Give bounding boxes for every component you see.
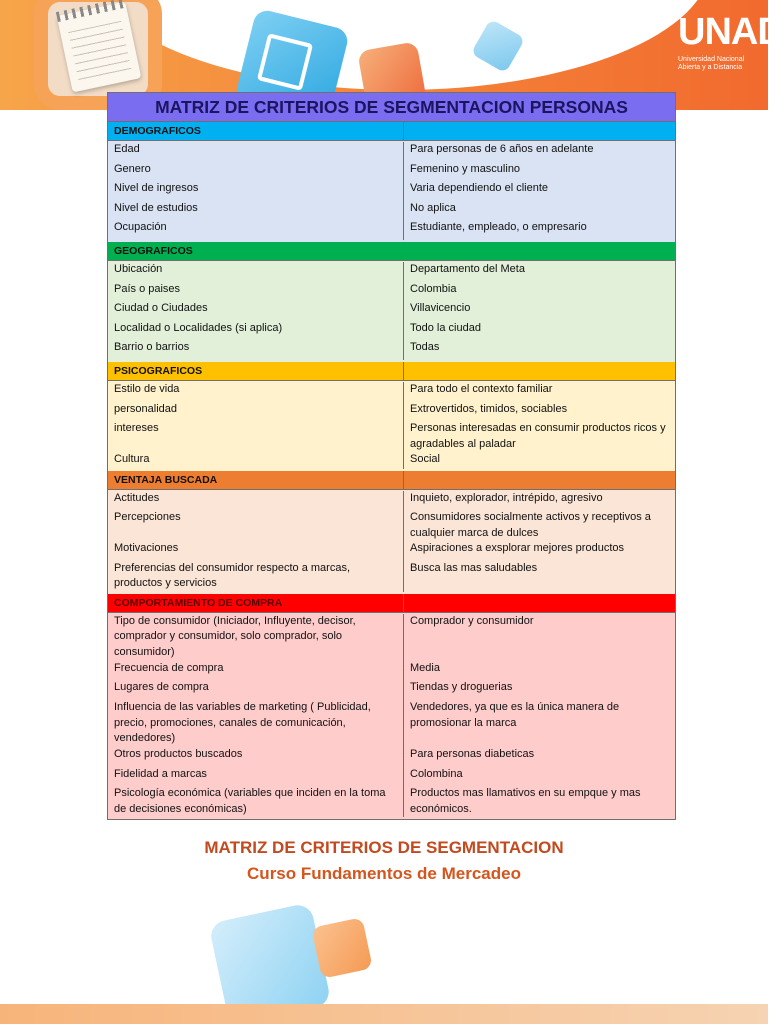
row-label: Psicología económica (variables que inciden en la toma de decisiones económicas) xyxy=(108,786,404,817)
table-row xyxy=(108,142,675,162)
row-label: Nivel de ingresos xyxy=(108,181,404,201)
row-value: Para personas de 6 años en adelante xyxy=(410,143,594,155)
row-value: Femenino y masculino xyxy=(410,162,521,175)
section-geograficos xyxy=(108,242,675,362)
section-header-label: COMPORTAMIENTO DE COMPRA xyxy=(108,594,404,612)
row-value: Para todo el contexto familiar xyxy=(410,382,553,395)
section-header xyxy=(108,594,675,613)
logo-line-1: Universidad Nacional xyxy=(678,56,745,63)
row-value: No aplica xyxy=(410,201,456,214)
unad-logo xyxy=(672,10,784,80)
row-value: Comprador y consumidor xyxy=(410,614,534,627)
row-value: Consumidores socialmente activos y receptivos a cualquier marca de dulces xyxy=(410,511,651,539)
row-value: Aspiraciones a exsplorar mejores productos xyxy=(410,542,624,555)
table-row xyxy=(108,541,675,561)
table-row xyxy=(108,301,675,321)
table-row xyxy=(108,661,675,681)
table-row xyxy=(108,747,675,767)
row-label: personalidad xyxy=(108,402,404,422)
row-label: Cultura xyxy=(108,452,404,469)
row-label: Nivel de estudios xyxy=(108,201,404,221)
row-value: Media xyxy=(410,661,440,674)
section-body xyxy=(108,381,675,471)
row-value: Tiendas y droguerias xyxy=(410,681,513,694)
table-row xyxy=(108,421,675,452)
row-value: Villavicencio xyxy=(410,302,471,315)
section-body xyxy=(108,141,675,242)
row-value: Productos mas llamativos en su empque y mas económicos. xyxy=(410,787,641,815)
row-value: Varia dependiendo el cliente xyxy=(410,182,549,195)
table-row xyxy=(108,220,675,240)
row-label: Ocupación xyxy=(108,220,404,240)
row-label: Tipo de consumidor (Iniciador, Influyente, decisor, comprador y consumidor, solo comprador, solo consumidor) xyxy=(108,614,404,661)
row-label: Ubicación xyxy=(108,262,404,282)
table-row xyxy=(108,262,675,282)
section-header-empty xyxy=(404,471,675,489)
footer-orange-tile-graphic xyxy=(311,917,373,979)
row-label: Preferencias del consumidor respecto a marcas, productos y servicios xyxy=(108,561,404,592)
section-header-empty xyxy=(404,362,675,380)
table-row xyxy=(108,321,675,341)
section-header-label: GEOGRAFICOS xyxy=(108,242,404,260)
row-label: Genero xyxy=(108,162,404,182)
table-row xyxy=(108,340,675,360)
logo-line-2: Abierta y a Distancia xyxy=(678,64,743,71)
section-header xyxy=(108,242,675,261)
section-header-label: DEMOGRAFICOS xyxy=(108,122,404,140)
section-header-empty xyxy=(404,594,675,612)
section-comportamiento-de-compra xyxy=(108,594,675,819)
table-row xyxy=(108,510,675,541)
row-label: Fidelidad a marcas xyxy=(108,767,404,787)
section-header xyxy=(108,362,675,381)
table-row xyxy=(108,282,675,302)
row-value: Colombina xyxy=(410,767,463,780)
row-label: Localidad o Localidades (si aplica) xyxy=(108,321,404,341)
table-title: MATRIZ DE CRITERIOS DE SEGMENTACION PERSONAS xyxy=(108,93,675,122)
table-row xyxy=(108,614,675,661)
table-row xyxy=(108,767,675,787)
row-label: Percepciones xyxy=(108,510,404,541)
row-label: intereses xyxy=(108,421,404,452)
segmentation-matrix-table xyxy=(107,92,676,820)
row-label: Lugares de compra xyxy=(108,680,404,700)
section-header xyxy=(108,471,675,490)
footer-band xyxy=(0,1004,768,1024)
table-row xyxy=(108,700,675,747)
row-value: Extrovertidos, timidos, sociables xyxy=(410,402,568,415)
section-header xyxy=(108,122,675,141)
row-label: Otros productos buscados xyxy=(108,747,404,767)
row-value: Estudiante, empleado, o empresario xyxy=(410,221,587,234)
row-value: Todo la ciudad xyxy=(410,321,481,334)
table-row xyxy=(108,561,675,592)
table-row xyxy=(108,201,675,221)
row-label: Barrio o barrios xyxy=(108,340,404,360)
row-label: Frecuencia de compra xyxy=(108,661,404,681)
table-row xyxy=(108,382,675,402)
section-header-empty xyxy=(404,242,675,260)
section-body xyxy=(108,261,675,362)
footer-subtitle: Curso Fundamentos de Mercadeo xyxy=(247,864,521,883)
row-label: Edad xyxy=(108,142,404,162)
row-value: Vendedores, ya que es la única manera de promosionar la marca xyxy=(410,701,620,729)
row-label: Estilo de vida xyxy=(108,382,404,402)
table-row xyxy=(108,491,675,511)
table-row xyxy=(108,402,675,422)
section-psicograficos xyxy=(108,362,675,471)
row-label: País o paises xyxy=(108,282,404,302)
row-label: Influencia de las variables de marketing ( Publicidad, precio, promociones, canales de comunicación, vendedores) xyxy=(108,700,404,747)
row-label: Motivaciones xyxy=(108,541,404,561)
section-body xyxy=(108,613,675,819)
footer-title: MATRIZ DE CRITERIOS DE SEGMENTACION xyxy=(204,838,564,857)
logo-mark: UNAD xyxy=(678,11,784,53)
section-header-empty xyxy=(404,122,675,140)
section-header-label: VENTAJA BUSCADA xyxy=(108,471,404,489)
row-value: Departamento del Meta xyxy=(410,262,525,275)
row-value: Inquieto, explorador, intrépido, agresivo xyxy=(410,491,603,504)
notepad-lines xyxy=(68,21,132,83)
row-value: Personas interesadas en consumir productos ricos y agradables al paladar xyxy=(410,422,666,450)
row-label: Ciudad o Ciudades xyxy=(108,301,404,321)
row-label: Actitudes xyxy=(108,491,404,511)
row-value: Todas xyxy=(410,341,440,354)
table-row xyxy=(108,786,675,817)
table-row xyxy=(108,452,675,469)
table-row xyxy=(108,181,675,201)
row-value: Colombia xyxy=(410,282,457,295)
table-row xyxy=(108,162,675,182)
section-body xyxy=(108,490,675,594)
row-value: Para personas diabeticas xyxy=(410,748,535,760)
section-ventaja-buscada xyxy=(108,471,675,594)
section-header-label: PSICOGRAFICOS xyxy=(108,362,404,380)
table-row xyxy=(108,680,675,700)
section-demograficos xyxy=(108,122,675,242)
row-value: Social xyxy=(410,453,440,466)
row-value: Busca las mas saludables xyxy=(410,561,538,574)
